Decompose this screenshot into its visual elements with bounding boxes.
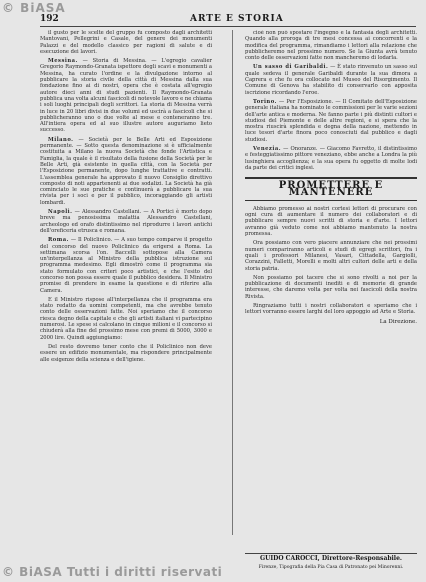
editor-line: GUIDO CAROCCI, Direttore-Responsabile. (259, 555, 402, 562)
announcement-paragraph: Abbiamo promesso ai nostri cortesi lettori di procurare con ogni cura di aumentare il numero dei collaboratori e di pubblicare sempre nuovi scritti di storia e d'arte. I lettori avranno già veduto come noi abbiamo mantenuto la nostra promessa. (245, 205, 417, 238)
article-napoli: Napoli. — Alessandro Castellani. — A Portici è morto dopo breve ma penosissima malattia Alessandro Castellani, archeologo ed orafo distintissimo nel riprodurre i lavori antichi dell'oreficeria etrusca e romana. (40, 209, 212, 234)
announcement-paragraph: Ora possiamo con vero piacere annunziare che nei prossimi numeri compariranno articoli e studi di egregi scrittori, fra i quali i professori Milanesi, Vasari, Cittadella, Gargiolli, Corazzini, Falletti, Morelli e molti altri cultori delle arti e della storia patria. (245, 240, 417, 272)
announcement-heading: PROMETTERE E MANTENERE (245, 177, 417, 201)
article-paragraph: cioè non può spostare l'ingegno e la fantasia degli architetti. Quando alla proroga di tre mesi concessa ai concorrenti e la modifica del programma, rimandiamo i lettori alla relazione che pubblicheremo nel prossimo numero. Se la Giunta avrà tenuto conto delle osservazioni fatte non mancheremo di lodarla. (245, 30, 417, 62)
right-column (245, 30, 417, 525)
page-header (40, 12, 416, 27)
article-torino: Torino. — Per l'Esposizione. — Il Comitato dell'Esposizione generale italiana ha nominato le commissioni per le varie sezioni dell'arte antica e moderna. Ne fanno parte i più distinti cultori e studiosi del Piemonte e delle altre regioni, e si spera che la mostra riuscirà splendida e degna della nazione, mettendo in luce tesori d'arte finora poco conosciuti dal pubblico e dagli studiosi. (245, 98, 417, 143)
announcement-paragraph: Ringraziamo tutti i nostri collaboratori e speriamo che i lettori vorranno essere larghi del loro appoggio ad Arte e Storia. (245, 302, 417, 316)
watermark-top: © BiASA (2, 1, 66, 15)
article-paragraph: il gusto per le scelte del gruppo fu composto dagli architetti Mantovani, Pellegrini e Casale, del genere dei monumenti Palazzi e del modello classico per ragioni di salute e di esecuzione dei lavori. (40, 30, 212, 55)
announcement-paragraph: Non possiamo poi tacere che si sono rivolti a noi per la pubblicazione di documenti inediti e di memorie di grande interesse, che daremo volta per volta nei fascicoli della nostra Rivista. (245, 274, 417, 300)
column-divider (232, 30, 233, 535)
page-number: 192 (40, 14, 59, 24)
left-column (40, 30, 212, 525)
article-milano: Milano. — Società per le Belle Arti ed Esposizione permanente. — Sotto questa denominazione si è ufficialmente costituita a Milano la nuova Società che fonde l'Artistica e Famiglia, la quale è il risultato della fusione della Società per le Belle Arti, già esistente in quella città, con la Società per l'Esposizione permanente, dopo lunghe trattative e contratti. L'assemblea generale ha approvato il nuovo Consiglio direttivo composto di noti appartenenti ai due sodalizi. La Società ha già cominciato le sue pratiche e continuerà a pubblicare la sua rivista per i soci e per il pubblico, incoraggiando gli artisti lombardi. (40, 136, 212, 206)
announcement-signature: La Direzione. (379, 318, 417, 325)
article-paragraph: Del resto dovremo tener conto che il Policlinico non deve essere un edifizio monumentale, ma rispondere principalmente alle esigenze della scienza e dell'igiene. (40, 343, 212, 363)
article-garibaldi: Un sasso di Garibaldi. — È stato rinvenuto un sasso sul quale sedeva il generale Garibaldi durante la sua dimora a Caprera e che fu ora collocato nel Museo del Risorgimento. Il Comune di Genova ha stabilito di conservarlo con apposita iscrizione ricordando l'eroe. (245, 64, 417, 96)
journal-title: ARTE E STORIA (190, 14, 284, 24)
article-paragraph: E il Ministro rispose all'interpellanza che il programma era stato redatto da uomini competenti, ma che avrebbe tenuto conto delle osservazioni fatte. Noi speriamo che il concorso riesca degno della capitale e che gli artisti italiani vi partecipino numerosi. Le spese si calcolano in cinque milioni e il concorso si chiuderà alla fine del prossimo mese con premi di 5000, 3000 e 2000 lire. Quindi aggiungiamo: (40, 296, 212, 341)
article-roma: Roma. — Il Policlinico. — A suo tempo comparve il progetto del concorso del nuovo Policlinico da erigersi a Roma. La settimana scorsa l'on. Baccelli sottopose alla Camera un'interpellanza al Ministro della pubblica istruzione sul programma medesimo. Egli dimostrò come il programma sia stato formulato con criteri poco artistici, e che l'esito del concorso non possa essere quale il pubblico desidera. Il Ministro promise di prendere in esame la questione e di riferire alla Camera. (40, 237, 212, 294)
article-messina: Messina. — Storia di Messina. — L'egregio cavalier Gregorio Raymondo-Granata ispettore degli scavi e monumenti a Messina, ha curato l'ordine e la divulgazione intorno al pubblicare la storia civile della città di Messina dalla sua fondazione fino ai di nostri, opera che è costata all'egregio autore dieci anni di studi pazienti. Il Raymondo-Granata pubblica una volta alcuni fascicoli di notevole lavoro e ne chiama i soli luoghi principali degli scrittori. La storia di Messina verrà in luce in 20 libri divisi in due volumi ed uscirà a fascicoli che si pubblicheranno uno o due volte al mese e conteneranno tre. All'intiera opera ed al suo illustre autore auguriamo lieto successo. (40, 58, 212, 134)
printer-line: Firenze, Tipografia della Pia Casa di Patronato pei Minorenni. (258, 565, 404, 570)
article-venezia: Venezia. — Onoranze. — Giacomo Favretto, il distintissimo e festeggiatissimo pittore veneziano, ebbe anche a Londra la più lusinghiera accoglienza; e la sua opera fu oggetto di molte lodi da parte dei critici inglesi. (245, 146, 417, 171)
footer-divider (245, 553, 417, 554)
watermark-bottom: © BiASA Tutti i diritti riservati (2, 565, 223, 579)
